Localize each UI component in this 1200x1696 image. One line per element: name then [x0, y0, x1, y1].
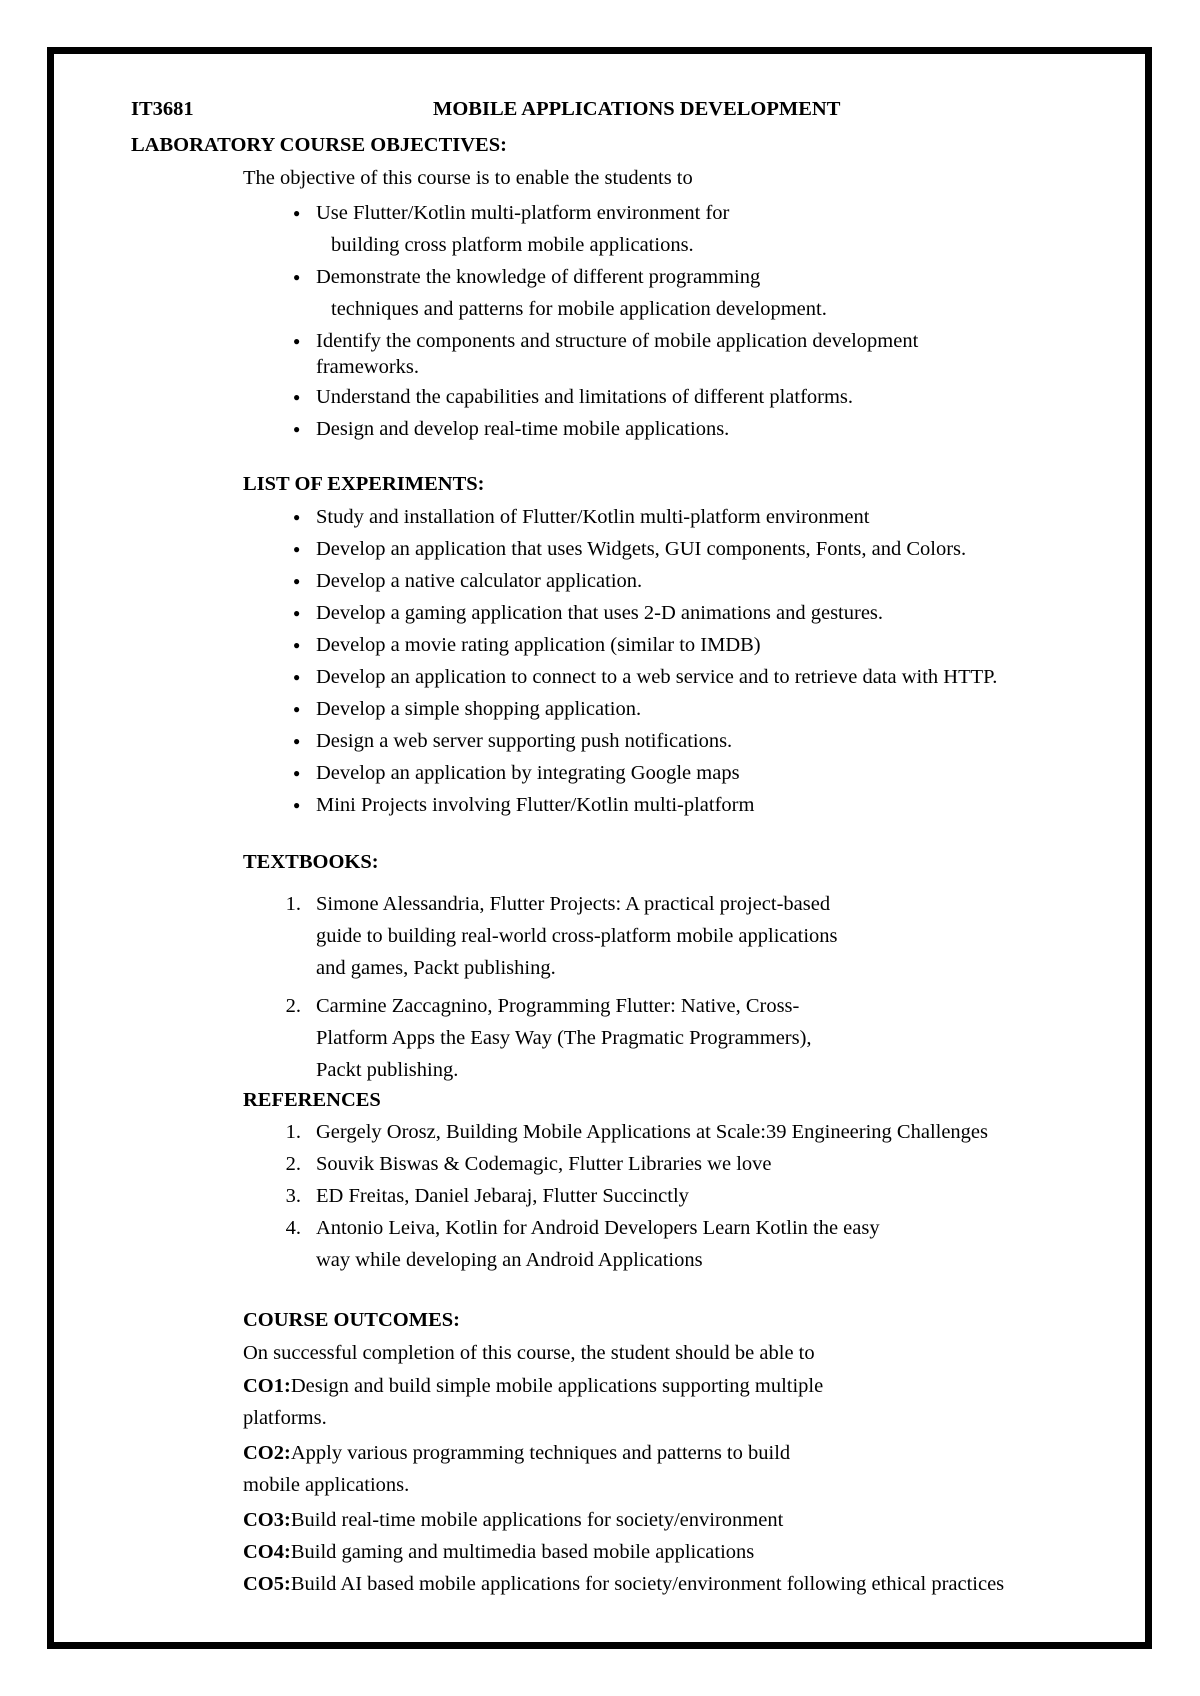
reference-line: Antonio Leiva, Kotlin for Android Developers Learn Kotlin the easy [316, 1217, 880, 1239]
bullet-icon: ● [293, 542, 301, 556]
experiment-item: Study and installation of Flutter/Kotlin multi-platform environment [316, 506, 870, 528]
references-heading: REFERENCES [243, 1089, 381, 1111]
list-number: 2. [285, 1153, 301, 1175]
reference-line: ED Freitas, Daniel Jebaraj, Flutter Succinctly [316, 1185, 689, 1207]
outcome-label: CO1: [243, 1375, 291, 1397]
outcome-text: Build AI based mobile applications for society/environment following ethical practices [290, 1573, 1005, 1595]
textbook-line: and games, Packt publishing. [316, 957, 556, 979]
outcome-text: Design and build simple mobile applications supporting multiple [290, 1375, 824, 1397]
list-number: 1. [285, 1121, 301, 1143]
outcome-item [243, 1572, 1004, 1596]
experiment-item: Develop an application to connect to a web service and to retrieve data with HTTP. [316, 666, 998, 688]
experiment-item: Design a web server supporting push notifications. [316, 730, 733, 752]
outcome-label: CO4: [243, 1541, 291, 1563]
objective-item: Identify the components and structure of mobile application development [316, 330, 919, 352]
objective-item: Demonstrate the knowledge of different programming [316, 266, 761, 288]
outcome-text: Build real-time mobile applications for society/environment [290, 1509, 784, 1531]
bullet-icon: ● [293, 798, 301, 812]
objectives-heading: LABORATORY COURSE OBJECTIVES: [131, 134, 507, 156]
objective-item: Design and develop real-time mobile applications. [316, 418, 730, 440]
course-code: IT3681 [131, 98, 194, 120]
bullet-icon: ● [293, 510, 301, 524]
bullet-icon: ● [293, 206, 301, 220]
bullet-icon: ● [293, 606, 301, 620]
outcome-item [243, 1540, 754, 1564]
experiment-item: Develop an application that uses Widgets, GUI components, Fonts, and Colors. [316, 538, 967, 560]
outcome-item [243, 1374, 823, 1398]
experiments-heading: LIST OF EXPERIMENTS: [243, 473, 485, 495]
outcome-text: Build gaming and multimedia based mobile applications [290, 1541, 755, 1563]
bullet-icon: ● [293, 390, 301, 404]
reference-line: Gergely Orosz, Building Mobile Applications at Scale:39 Engineering Challenges [316, 1121, 989, 1143]
experiment-item: Develop an application by integrating Google maps [316, 762, 740, 784]
experiment-item: Develop a native calculator application. [316, 570, 643, 592]
bullet-icon: ● [293, 422, 301, 436]
objective-item: building cross platform mobile applications. [331, 234, 694, 256]
bullet-icon: ● [293, 334, 301, 348]
textbook-line: Carmine Zaccagnino, Programming Flutter: Native, Cross- [316, 995, 800, 1017]
bullet-icon: ● [293, 270, 301, 284]
experiment-item: Develop a gaming application that uses 2-D animations and gestures. [316, 602, 884, 624]
objective-item: Use Flutter/Kotlin multi-platform environment for [316, 202, 730, 224]
outcome-continuation: platforms. [243, 1407, 327, 1429]
outcome-item [243, 1441, 790, 1465]
list-number: 2. [285, 995, 301, 1017]
objective-item: Understand the capabilities and limitations of different platforms. [316, 386, 854, 408]
list-number: 3. [285, 1185, 301, 1207]
experiment-item: Mini Projects involving Flutter/Kotlin multi-platform [316, 794, 755, 816]
outcome-label: CO2: [243, 1442, 291, 1464]
list-number: 4. [285, 1217, 301, 1239]
textbook-line: guide to building real-world cross-platform mobile applications [316, 925, 838, 947]
experiment-item: Develop a movie rating application (similar to IMDB) [316, 634, 761, 656]
course-title: MOBILE APPLICATIONS DEVELOPMENT [433, 98, 841, 120]
textbooks-heading: TEXTBOOKS: [243, 851, 379, 873]
outcome-item [243, 1508, 783, 1532]
outcome-label: CO5: [243, 1573, 291, 1595]
textbook-line: Packt publishing. [316, 1059, 459, 1081]
objectives-intro: The objective of this course is to enable the students to [243, 167, 693, 189]
bullet-icon: ● [293, 766, 301, 780]
outcome-label: CO3: [243, 1509, 291, 1531]
experiment-item: Develop a simple shopping application. [316, 698, 642, 720]
bullet-icon: ● [293, 734, 301, 748]
outcomes-intro: On successful completion of this course, the student should be able to [243, 1342, 815, 1364]
objective-item: frameworks. [316, 356, 420, 378]
bullet-icon: ● [293, 574, 301, 588]
outcome-continuation: mobile applications. [243, 1474, 410, 1496]
bullet-icon: ● [293, 702, 301, 716]
textbook-line: Platform Apps the Easy Way (The Pragmatic Programmers), [316, 1027, 812, 1049]
reference-line: Souvik Biswas & Codemagic, Flutter Libraries we love [316, 1153, 772, 1175]
reference-line: way while developing an Android Applications [316, 1249, 703, 1271]
list-number: 1. [285, 893, 301, 915]
textbook-line: Simone Alessandria, Flutter Projects: A practical project-based [316, 893, 831, 915]
objective-item: techniques and patterns for mobile application development. [331, 298, 827, 320]
outcomes-heading: COURSE OUTCOMES: [243, 1309, 460, 1331]
bullet-icon: ● [293, 638, 301, 652]
outcome-text: Apply various programming techniques and patterns to build [290, 1442, 791, 1464]
bullet-icon: ● [293, 670, 301, 684]
